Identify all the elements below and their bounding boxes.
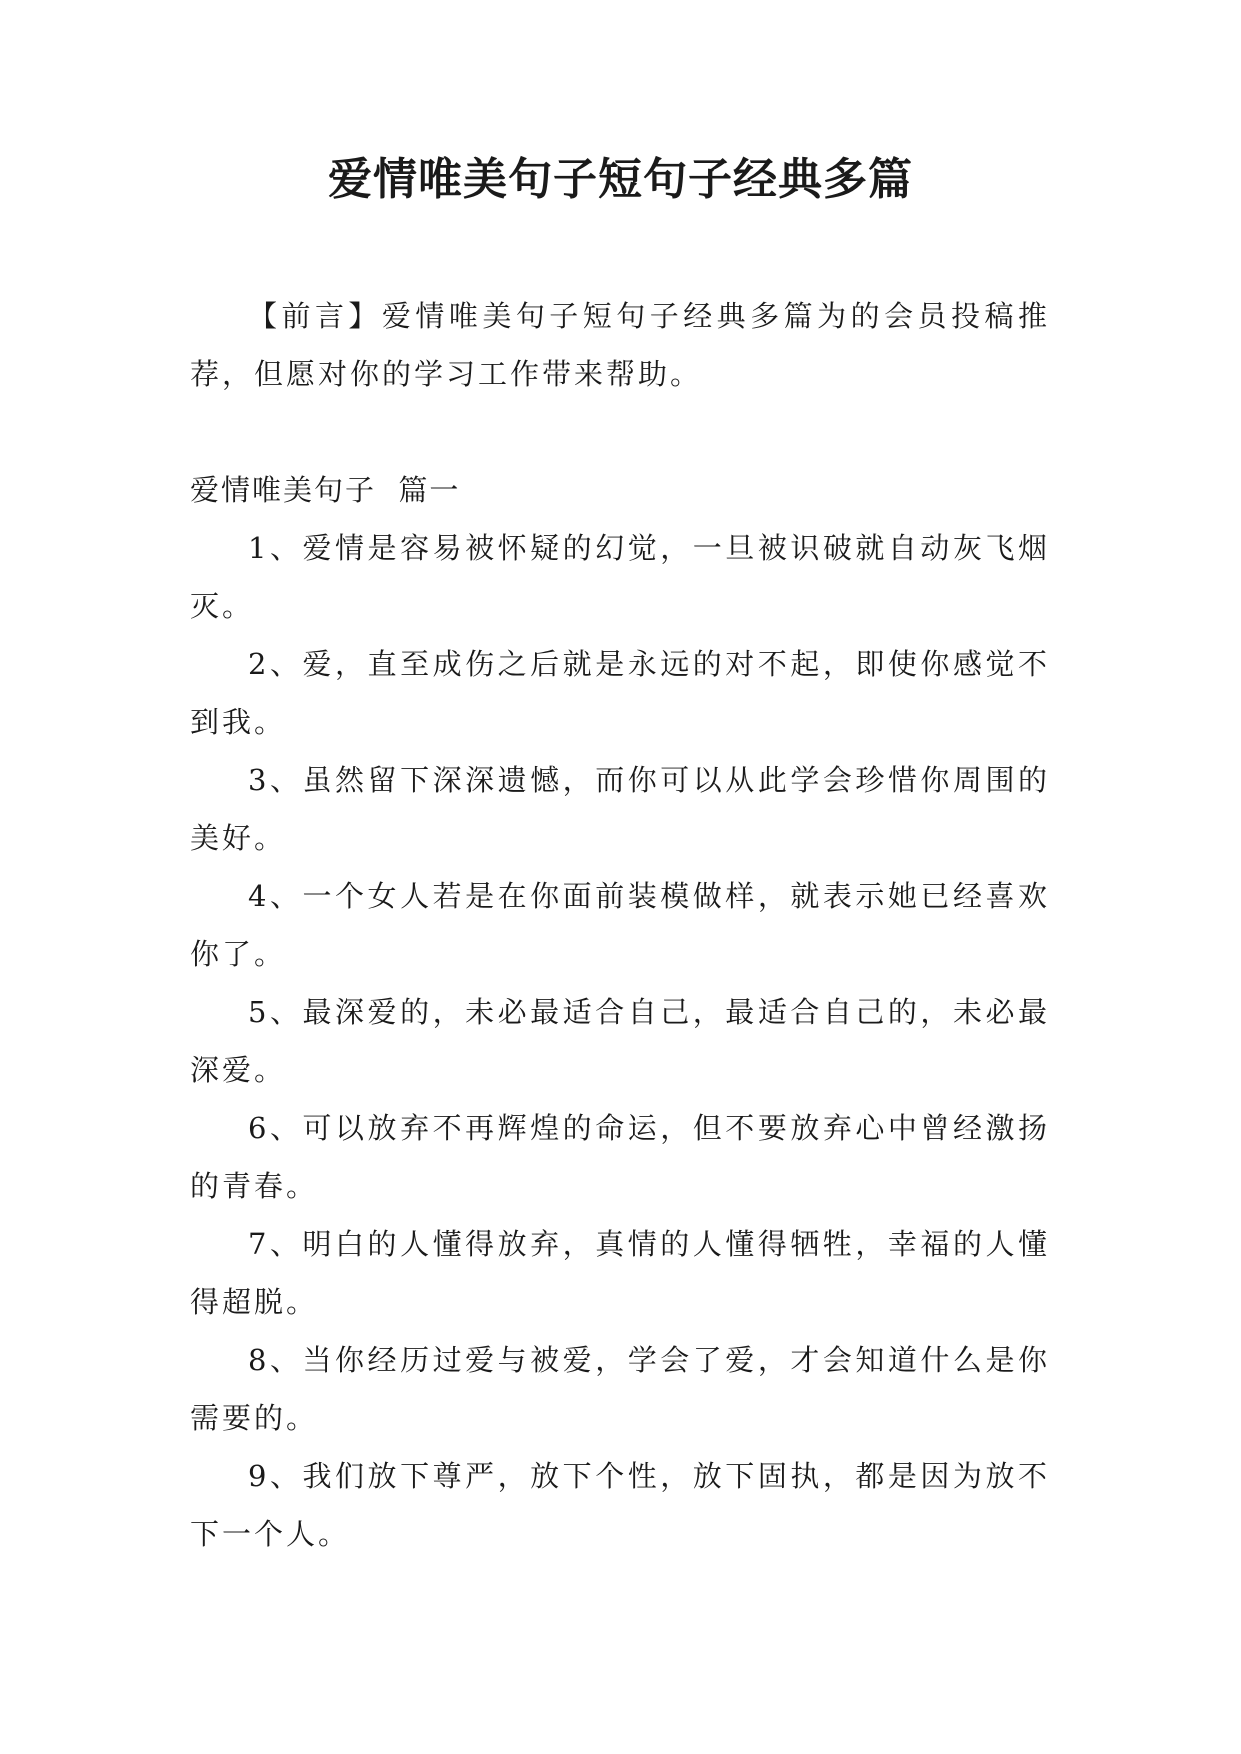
document-body <box>190 287 1050 1563</box>
list-item: 1、爱情是容易被怀疑的幻觉，一旦被识破就自动灰飞烟灭。 <box>190 531 1050 623</box>
list-item: 2、爱，直至成伤之后就是永远的对不起，即使你感觉不到我。 <box>190 647 1050 739</box>
section-heading: 爱情唯美句子 篇一 <box>190 473 461 507</box>
list-item: 6、可以放弃不再辉煌的命运，但不要放弃心中曾经激扬的青春。 <box>190 1111 1050 1203</box>
list-item: 8、当你经历过爱与被爱，学会了爱，才会知道什么是你需要的。 <box>190 1343 1050 1435</box>
list-item: 5、最深爱的，未必最适合自己，最适合自己的，未必最深爱。 <box>190 995 1050 1087</box>
list-item: 9、我们放下尊严，放下个性，放下固执，都是因为放不下一个人。 <box>190 1459 1050 1551</box>
list-item: 4、一个女人若是在你面前装模做样，就表示她已经喜欢你了。 <box>190 879 1050 971</box>
list-item: 3、虽然留下深深遗憾，而你可以从此学会珍惜你周围的美好。 <box>190 763 1050 855</box>
list-item: 7、明白的人懂得放弃，真情的人懂得牺牲，幸福的人懂得超脱。 <box>190 1227 1050 1319</box>
page-title: 爱情唯美句子短句子经典多篇 <box>328 154 913 205</box>
intro-paragraph: 【前言】爱情唯美句子短句子经典多篇为的会员投稿推荐，但愿对你的学习工作带来帮助。 <box>190 299 1050 391</box>
